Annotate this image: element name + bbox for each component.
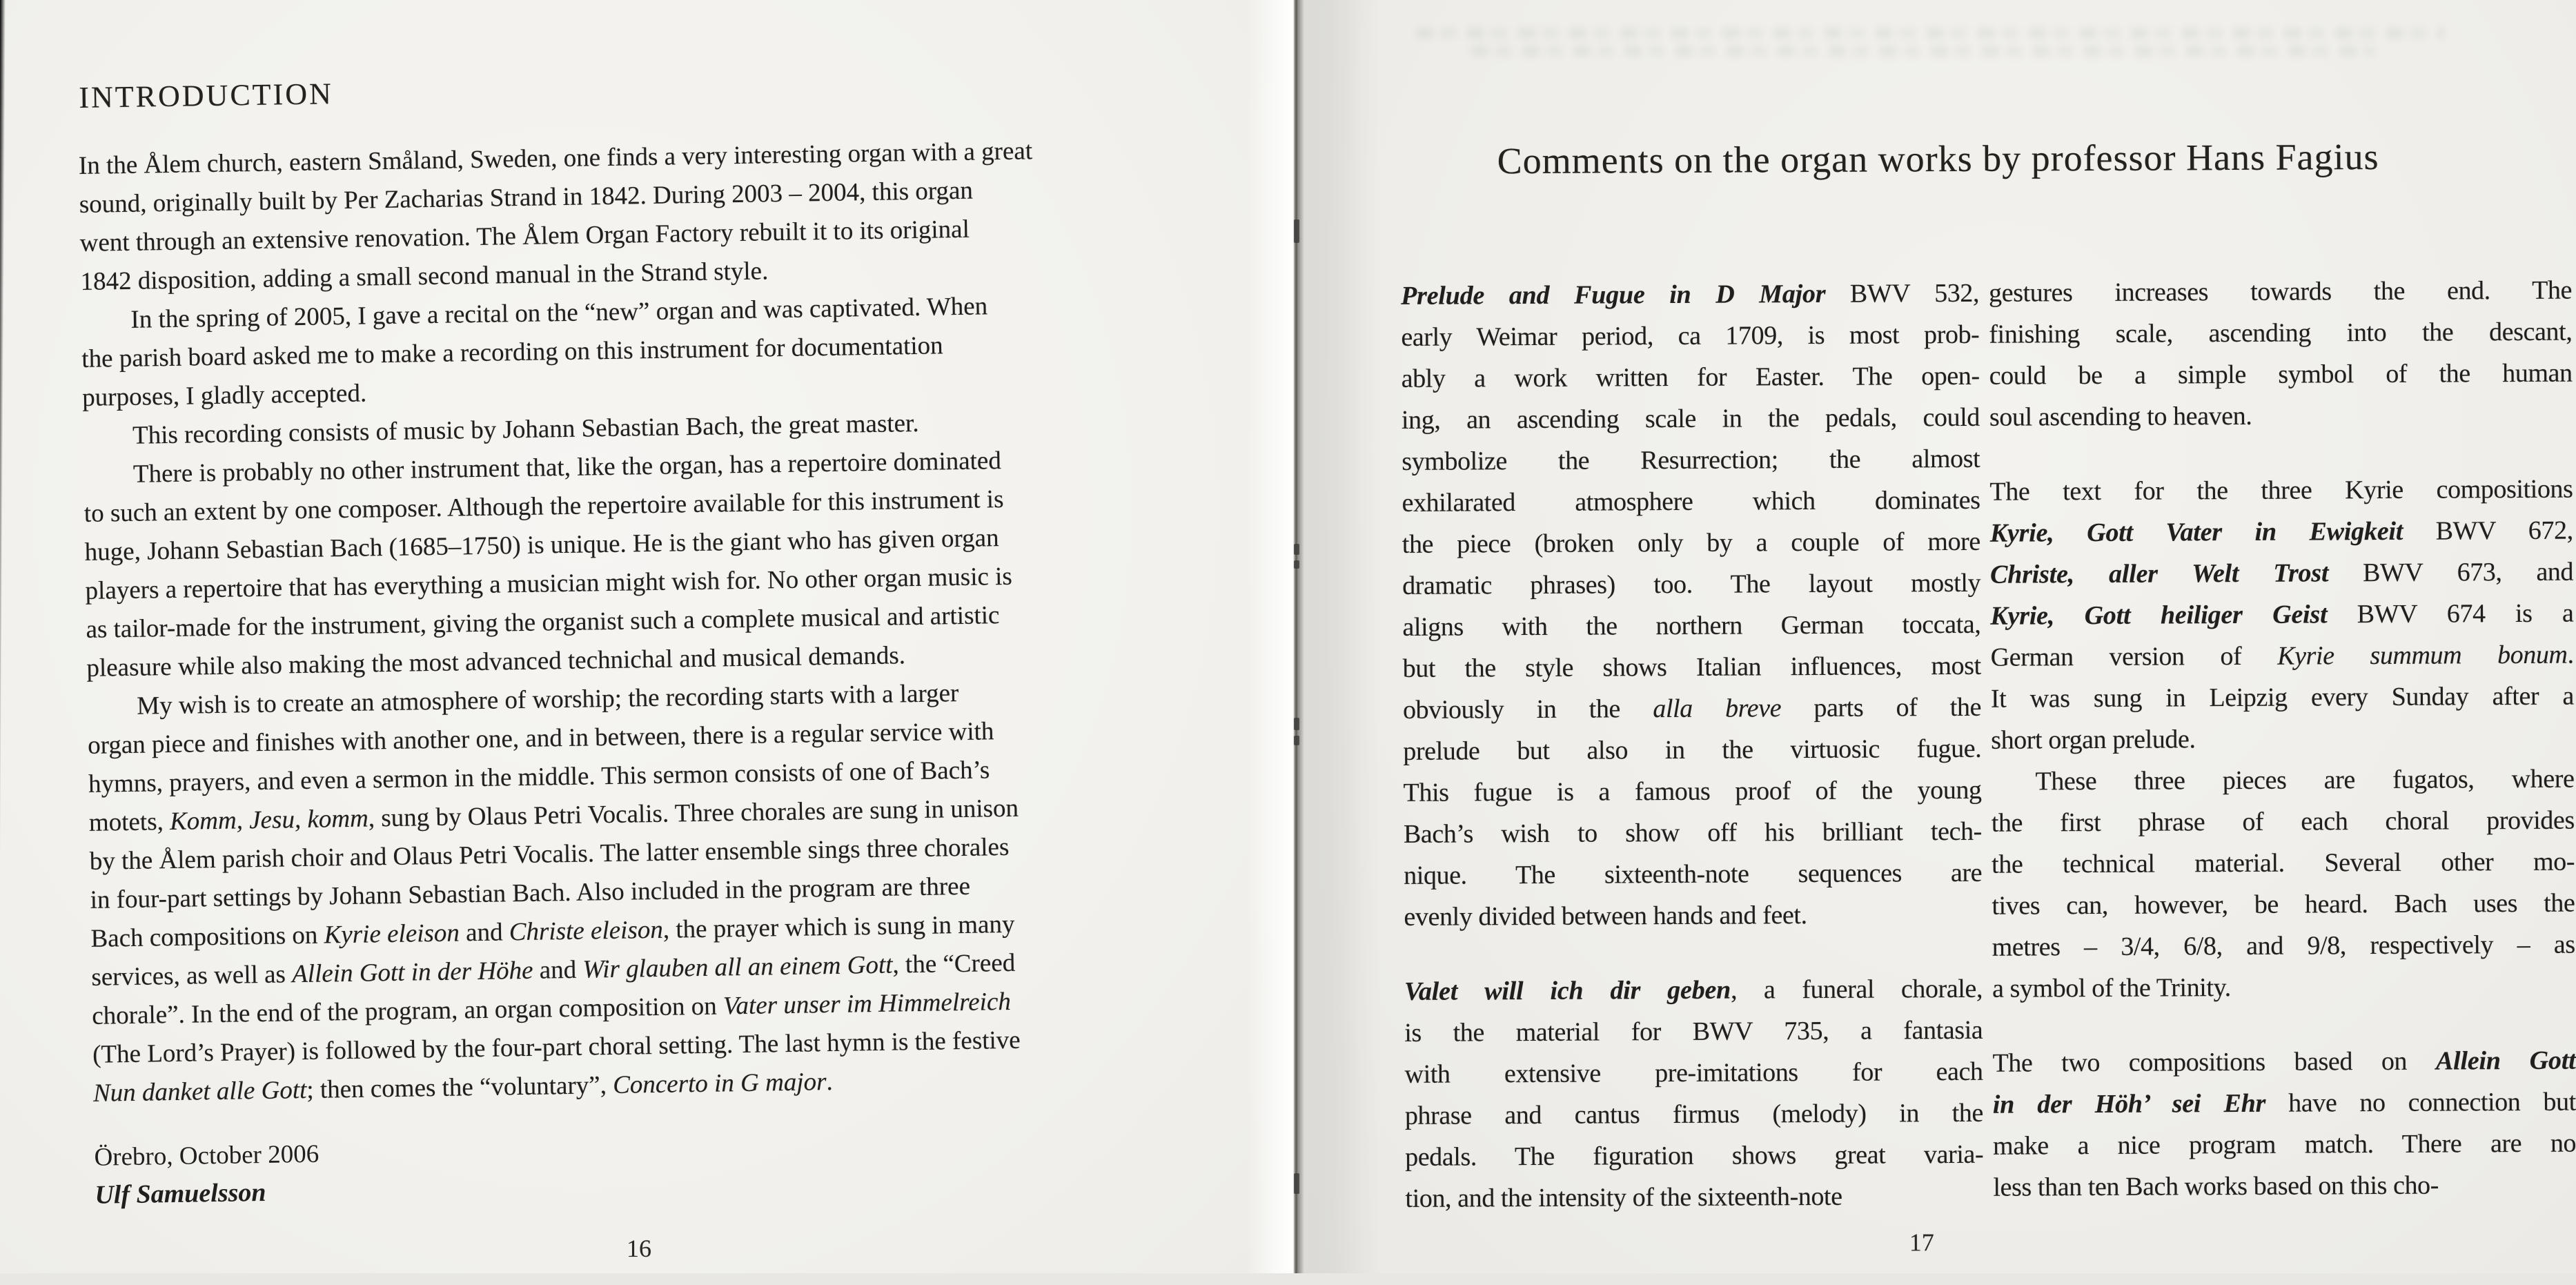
author-signature: Ulf Samuelsson [95,1177,266,1210]
text-line: The two compositions based on Allein Gott [1992,1046,2576,1078]
text-line: phrase and cantus firmus (melody) in the [1404,1098,1983,1130]
text-line: Valet will ich dir geben, a funeral chorale, [1404,974,1983,1006]
text-line: pleasure while also making the most advanced technichal and musical demands. [86,641,906,683]
text-line: huge, Johann Sebastian Bach (1685–1750) is unique. He is the giant who has given organ [84,524,999,567]
text-line: evenly divided between hands and feet. [1404,901,1807,932]
text-line: tives can, however, be heard. Bach uses the [1992,888,2575,921]
introduction-heading: INTRODUCTION [79,77,334,115]
paragraph [1404,968,1984,1219]
text-line: in der Höh’ sei Ehr have no connection but [1992,1087,2576,1119]
text-line: metres – 3/4, 6/8, and 9/8, respectively – as [1992,930,2575,962]
text-line: dramatic phrases) too. The layout mostly [1402,568,1981,600]
gutter-mark [1294,736,1299,745]
text-line: by the Ålem parish choir and Olaus Petri Vocalis. The latter ensemble sings three chorales [89,832,1010,876]
text-line: to such an extent by one composer. Although the repertoire available for this instrument is [83,484,1004,528]
text-line: is the material for BWV 735, a fantasia [1404,1015,1983,1048]
text-line: as tailor-made for the instrument, giving the organist such a complete musical and artistic [86,601,1000,644]
text-line: ably a work written for Easter. The open- [1401,361,1980,393]
text-line: ing, an ascending scale in the pedals, could [1401,402,1980,435]
text-line: went through an extensive renovation. The Ålem Organ Factory rebuilt it to its original [79,215,970,257]
gutter-mark [1294,560,1299,569]
gutter-mark [1294,219,1299,243]
text-line: with extensive pre-imitations for each [1404,1057,1983,1089]
comments-column-2 [1989,270,2576,1208]
introduction-section [77,61,1275,1214]
introduction-body [79,128,1274,1113]
text-line: soul ascending to heaven. [1989,401,2252,432]
text-line: in four-part settings by Johann Sebastian Bach. Also included in the program are three [90,872,971,914]
page-number-left: 16 [627,1235,651,1262]
text-line: Nun danket alle Gott; then comes the “voluntary”, Concerto in G major. [92,1067,834,1108]
text-line: the parish board asked me to make a recording on this instrument for documentation [81,331,943,373]
text-line: tion, and the intensity of the sixteenth-note [1405,1181,1842,1213]
text-line: the piece (broken only by a couple of more [1402,527,1980,559]
paragraph [1992,1040,2576,1208]
text-line: In the Ålem church, eastern Småland, Sweden, one finds a very interesting organ with a great [78,137,1033,180]
text-line: symbolize the Resurrection; the almost [1402,444,1980,476]
text-line: These three pieces are fugatos, where [2035,764,2575,796]
text-line: gestures increases towards the end. The [1988,275,2573,308]
text-line: motets, Komm, Jesu, komm, sung by Olaus Petri Vocalis. Three chorales are sung in unison [88,794,1019,837]
comments-section [1299,0,2576,1276]
text-line: could be a simple symbol of the human [1989,358,2573,391]
text-line: This recording consists of music by Johann Sebastian Bach, the great master. [132,409,919,450]
paragraph [1991,758,2575,1010]
paragraph [1989,270,2573,438]
text-line: sound, originally built by Per Zacharias Strand in 1842. During 2003 – 2004, this organ [79,176,974,219]
text-line: This fugue is a famous proof of the young [1403,775,1982,807]
paragraph [1989,469,2574,761]
text-line: Bach compositions on Kyrie eleison and Christe eleison, the prayer which is sung in many [90,910,1015,953]
text-line: The text for the three Kyrie compositions [1989,474,2573,507]
text-line: less than ten Bach works based on this cho- [1993,1170,2439,1202]
page-number-right: 17 [1909,1228,1934,1257]
text-line: purposes, I gladly accepted. [81,379,367,412]
text-line: services, as well as Allein Gott in der Höhe and Wir glauben all an einem Gott, the “Creed [91,948,1016,992]
text-line: the technical material. Several other mo- [1992,847,2575,879]
text-line: (The Lord’s Prayer) is followed by the four-part choral setting. The last hymn is the festive [92,1026,1021,1069]
text-line: early Weimar period, ca 1709, is most prob- [1401,320,1980,352]
text-line: finishing scale, ascending into the descant, [1989,317,2573,349]
text-line: the first phrase of each choral provides [1991,805,2575,838]
text-line: aligns with the northern German toccata, [1402,609,1981,642]
text-line: but the style shows Italian influences, most [1402,651,1981,683]
text-line: Kyrie, Gott heiliger Geist BWV 674 is a [1990,598,2574,631]
text-line: There is probably no other instrument that, like the organ, has a repertoire dominated [132,447,1002,489]
paragraph [1401,273,1983,938]
dateline: Örebro, October 2006 [94,1139,319,1172]
text-line: obviously in the alla breve parts of the [1402,692,1982,725]
text-line: My wish is to create an atmosphere of worship; the recording starts with a larger [136,679,959,720]
text-line: It was sung in Leipzig every Sunday after a [1990,681,2575,714]
page-gutter [1221,0,1359,1273]
text-line: a symbol of the Trinity. [1992,973,2231,1003]
text-line: Prelude and Fugue in D Major BWV 532, [1400,278,1980,311]
comments-column-1 [1401,273,1984,1219]
text-line: make a nice program match. There are no [1993,1128,2576,1161]
text-line: Christe, aller Welt Trost BWV 673, and [1989,557,2574,589]
text-line: chorale”. In the end of the program, an organ composition on Vater unser im Himmelreich [91,987,1012,1030]
text-line: pedals. The figuration shows great varia- [1405,1139,1984,1172]
text-line: short organ prelude. [1991,725,2196,755]
text-line: prelude but also in the virtuosic fugue. [1403,734,1982,766]
text-line: hymns, prayers, and even a sermon in the middle. This sermon consists of one of Bach’s [88,756,990,798]
text-line: players a repertoire that has everything a musician might wish for. No other organ music is [85,562,1013,605]
text-line: 1842 disposition, adding a small second manual in the Strand style. [80,257,769,296]
text-line: Kyrie, Gott Vater in Ewigkeit BWV 672, [1989,516,2573,548]
text-line: nique. The sixteenth-note sequences are [1404,858,1983,890]
left-page [0,0,1295,1273]
right-page [1299,0,2576,1273]
text-line: Bach’s wish to show off his brilliant tech- [1403,816,1982,849]
text-line: In the spring of 2005, I gave a recital on the “new” organ and was captivated. When [130,292,988,334]
gutter-mark [1294,718,1299,730]
comments-title: Comments on the organ works by professor Hans Fagius [1497,135,2379,182]
gutter-mark [1294,544,1299,555]
text-line: German version of Kyrie summum bonum. [1990,640,2574,672]
text-line: organ piece and finishes with another one, and in between, there is a regular service with [87,717,994,760]
text-line: exhilarated atmosphere which dominates [1402,485,1980,518]
gutter-mark [1294,1173,1299,1194]
